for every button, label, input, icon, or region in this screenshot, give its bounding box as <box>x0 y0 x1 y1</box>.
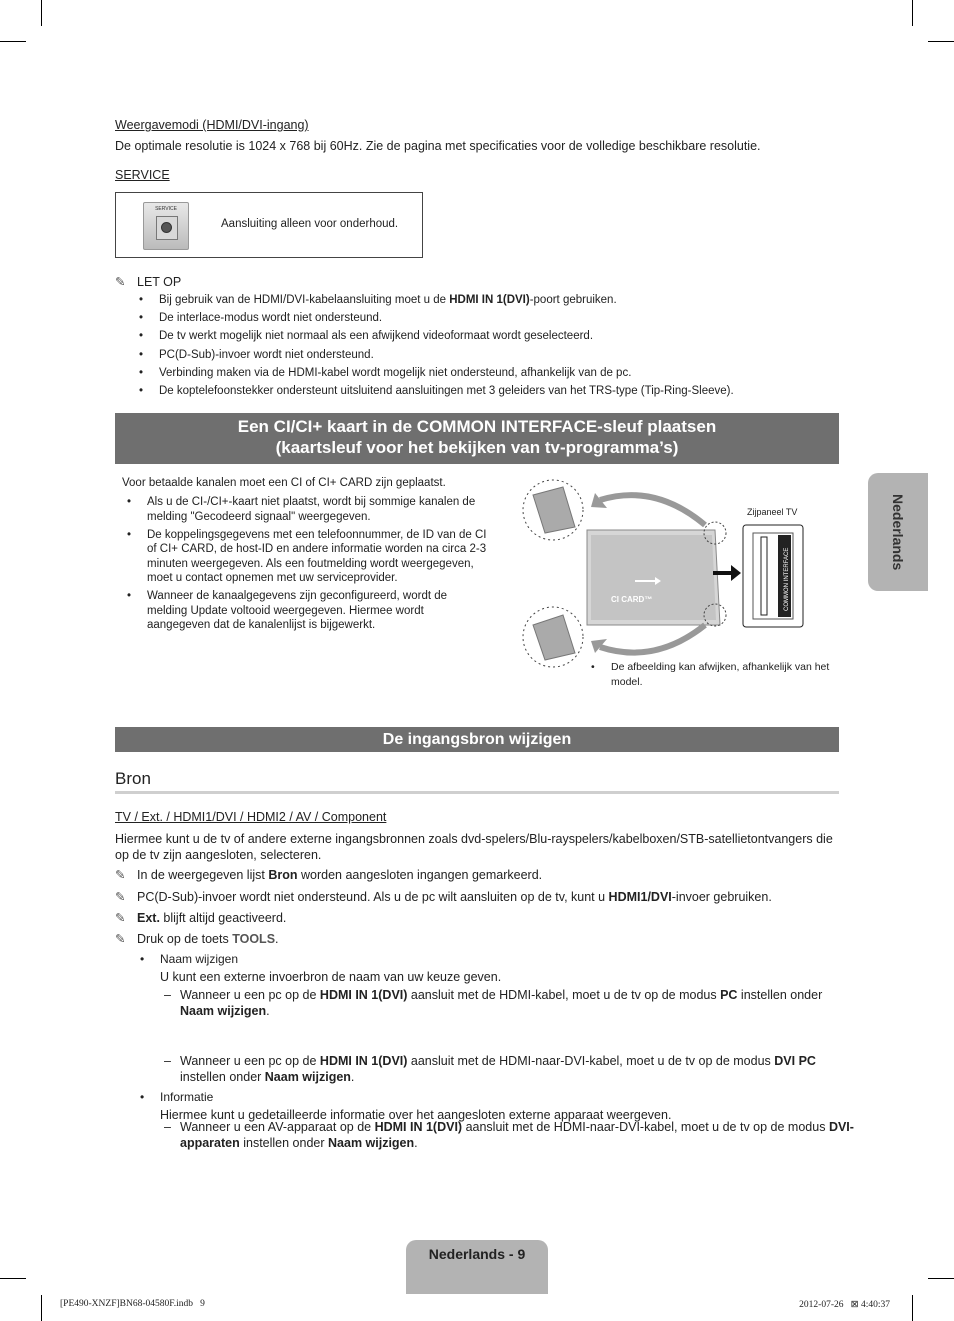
crop-mark <box>0 41 26 42</box>
rename-list <box>140 951 839 968</box>
arrow-icon <box>600 495 705 525</box>
note-item: ✎ PC(D-Sub)-invoer wordt niet ondersteund. Als u de pc wilt aansluiten op de tv, kunt u HDMI1/DVI-invoer gebruiken. <box>115 890 772 904</box>
service-port-icon <box>143 202 189 250</box>
note-item: ✎ Ext. blijft altijd geactiveerd. <box>115 911 287 925</box>
service-box <box>115 192 423 258</box>
crop-mark <box>928 41 954 42</box>
service-text: Aansluiting alleen voor onderhoud. <box>221 218 399 230</box>
list-item: • Als u de CI-/CI+-kaart niet plaatst, wordt bij sommige kanalen de melding "Gecodeerd signaal" weergegeven. <box>127 495 489 524</box>
modes-heading: Weergavemodi (HDMI/DVI-ingang) <box>115 118 309 132</box>
list-item: • De afbeelding kan afwijken, afhankelijk van het model. <box>591 660 831 689</box>
pencil-note-icon: ✎ <box>115 275 126 289</box>
dash-item: – Wanneer u een pc op de HDMI IN 1(DVI) aansluit met de HDMI-naar-DVI-kabel, moet u de tv op de modus DVI PC instellen onder Naam wijzigen. <box>160 1053 859 1085</box>
list-item: • PC(D-Sub)-invoer wordt niet ondersteund. <box>139 348 839 363</box>
dash-item: – Wanneer u een AV-apparaat op de HDMI IN 1(DVI) aansluit met de HDMI-naar-DVI-kabel, moet u de tv op de modus DVI-apparaten instellen onder Naam wijzigen. <box>160 1119 859 1151</box>
print-info: 2012-07-26 ⊠ 4:40:37 <box>799 1300 890 1310</box>
rename-text: U kunt een externe invoerbron de naam van uw keuze geven. <box>160 970 502 984</box>
tv-panel <box>587 530 720 625</box>
service-port-label: SERVICE <box>155 206 177 212</box>
crop-mark <box>912 0 913 26</box>
sources-heading: TV / Ext. / HDMI1/DVI / HDMI2 / AV / Component <box>115 810 387 824</box>
info-list <box>140 1089 839 1109</box>
slot-label: COMMON INTERFACE <box>784 547 790 611</box>
arrow-icon <box>600 625 705 653</box>
note-heading: ✎ LET OP <box>115 275 182 289</box>
ci-card-label: CI CARD™ <box>611 595 653 604</box>
modes-text: De optimale resolutie is 1024 x 768 bij 60Hz. Zie de pagina met specificaties voor de volledige beschikbare resolutie. <box>115 139 761 153</box>
crop-mark <box>41 0 42 26</box>
note-item: ✎ In de weergegeven lijst Bron worden aangesloten ingangen gemarkeerd. <box>115 868 543 882</box>
language-side-tab <box>868 473 928 591</box>
crop-mark <box>41 1295 42 1321</box>
list-item: • Naam wijzigen <box>140 951 839 967</box>
section-title: Bron <box>115 769 151 788</box>
crop-mark <box>0 1278 26 1279</box>
section-rule <box>115 791 839 794</box>
ci-intro: Voor betaalde kanalen moet een CI of CI+ CARD zijn geplaatst. <box>122 477 446 489</box>
ci-title-line2: (kaartsleuf voor het bekijken van tv-programma’s) <box>275 438 679 457</box>
pencil-note-icon: ✎ <box>115 932 126 946</box>
list-item: • De interlace-modus wordt niet ondersteund. <box>139 311 839 326</box>
list-item: • Wanneer de kanaalgegevens zijn geconfigureerd, wordt de melding Update voltooid weergegeven. Hiermee wordt aangegeven dat de kanalenlijst is bijgewerkt. <box>127 589 489 633</box>
crop-mark <box>912 1295 913 1321</box>
pencil-note-icon: ✎ <box>115 911 126 925</box>
ci-title-line1: Een CI/CI+ kaart in de COMMON INTERFACE-sleuf plaatsen <box>237 417 717 436</box>
list-item: • De koptelefoonstekker ondersteunt uitsluitend aansluitingen met 3 geleiders van het TRS-type (Tip-Ring-Sleeve). <box>139 384 839 399</box>
file-info: [PE490-XNZF]BN68-04580F.indb 9 <box>60 1299 205 1309</box>
info-text: Hiermee kunt u gedetailleerde informatie over het aangesloten externe apparaat weergeven. <box>160 1108 672 1122</box>
list-item: • Informatie <box>140 1089 839 1105</box>
list-item: • Verbinding maken via de HDMI-kabel wordt mogelijk niet ondersteund, afhankelijk van de pc. <box>139 366 839 381</box>
list-item: • De tv werkt mogelijk niet normaal als een afwijkend videoformaat wordt geselecteerd. <box>139 329 839 344</box>
pencil-note-icon: ✎ <box>115 868 126 882</box>
figure-note <box>591 660 831 693</box>
list-item: • Bij gebruik van de HDMI/DVI-kabelaansluiting moet u de HDMI IN 1(DVI)-poort gebruiken. <box>139 293 839 308</box>
ci-list <box>127 495 489 637</box>
ci-section-band <box>115 413 839 464</box>
crop-mark <box>928 1278 954 1279</box>
ci-card-illustration <box>515 475 835 675</box>
sources-text: Hiermee kunt u de tv of andere externe ingangsbronnen zoals dvd-spelers/Blu-rayspelers/kabelboxen/STB-satellietontvangers die op de tv zijn aangesloten, selecteren. <box>115 832 833 862</box>
service-heading: SERVICE <box>115 168 170 182</box>
list-item: • De koppelingsgegevens met een telefoonnummer, de ID van de CI of CI+ CARD, de host-ID en andere informatie worden na circa 2-3 minuten weergegeven. Als een foutmelding wordt weergegeven, moet u contact opnemen met uw serviceprovider. <box>127 528 489 586</box>
input-section-band: De ingangsbron wijzigen <box>115 727 839 752</box>
note-list <box>139 293 839 402</box>
page-number-tab: Nederlands - 9 <box>406 1240 548 1294</box>
side-tab-label: Nederlands <box>890 493 906 571</box>
card-icon <box>533 615 575 660</box>
pencil-note-icon: ✎ <box>115 890 126 904</box>
card-icon <box>533 487 575 533</box>
side-panel-label: Zijpaneel TV <box>747 507 798 517</box>
note-item: ✎ Druk op de toets TOOLS. <box>115 932 279 946</box>
dash-item: – Wanneer u een pc op de HDMI IN 1(DVI) aansluit met de HDMI-kabel, moet u de tv op de modus PC instellen onder Naam wijzigen. <box>160 987 859 1019</box>
